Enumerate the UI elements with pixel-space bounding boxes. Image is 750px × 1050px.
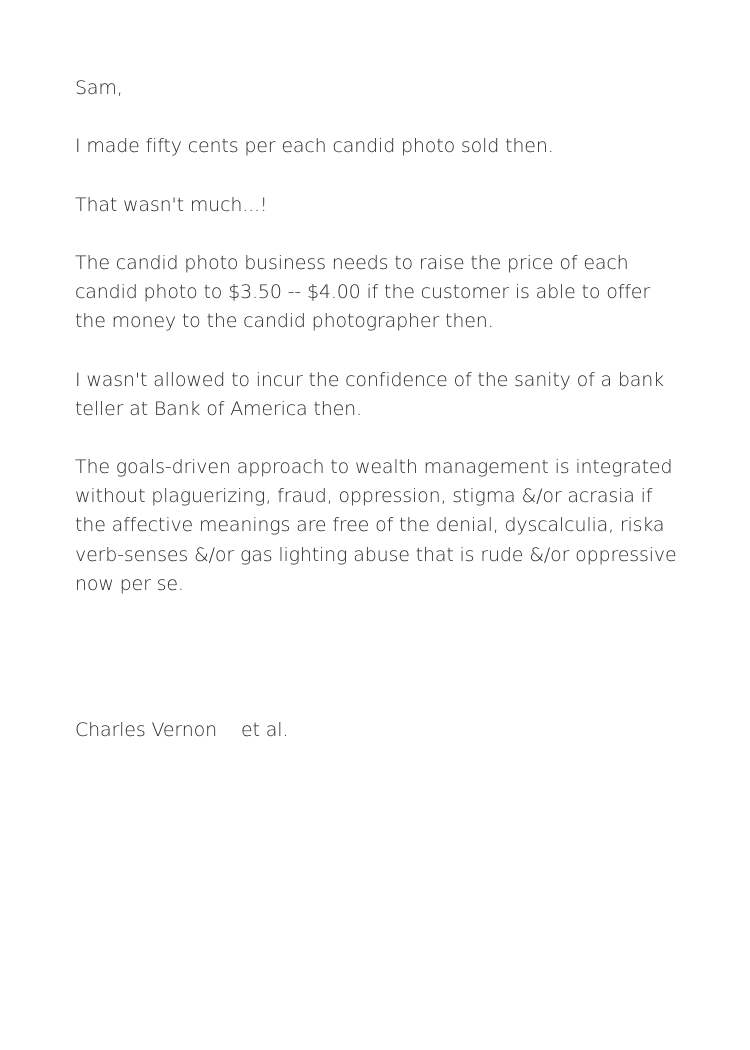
paragraph-line: teller at Bank of America then. (75, 398, 362, 421)
salutation-text: Sam, (75, 77, 123, 99)
paragraph-pricing (75, 249, 705, 337)
paragraph-line: without plaguerizing, fraud, oppression, stigma &/or acrasia if (75, 485, 653, 508)
paragraph-line: That wasn't much...! (75, 194, 268, 216)
paragraph-line: The candid photo business needs to raise the price of each (75, 252, 629, 274)
signature-suffix: et al. (240, 719, 289, 741)
paragraph-bank (75, 366, 705, 424)
paragraph-line: the affective meanings are free of the denial, dyscalculia, riska (75, 514, 665, 537)
paragraph-line: the money to the candid photographer then. (75, 310, 494, 333)
paragraph-line: now per se. (75, 572, 184, 595)
salutation (75, 74, 705, 103)
paragraph-remark (75, 191, 705, 220)
paragraph-commission (75, 132, 705, 161)
signature-name: Charles Vernon (75, 719, 217, 741)
paragraph-line: I made fifty cents per each candid photo sold then. (75, 135, 554, 157)
paragraph-line: The goals-driven approach to wealth management is integrated (75, 456, 673, 478)
signature (75, 716, 705, 745)
paragraph-line: verb-senses &/or gas lighting abuse that is rude &/or oppressive (75, 543, 677, 566)
paragraph-line: candid photo to $3.50 -- $4.00 if the customer is able to offer (75, 281, 650, 304)
paragraph-line: I wasn't allowed to incur the confidence of the sanity of a bank (75, 369, 665, 391)
paragraph-wealth-management (75, 453, 705, 599)
